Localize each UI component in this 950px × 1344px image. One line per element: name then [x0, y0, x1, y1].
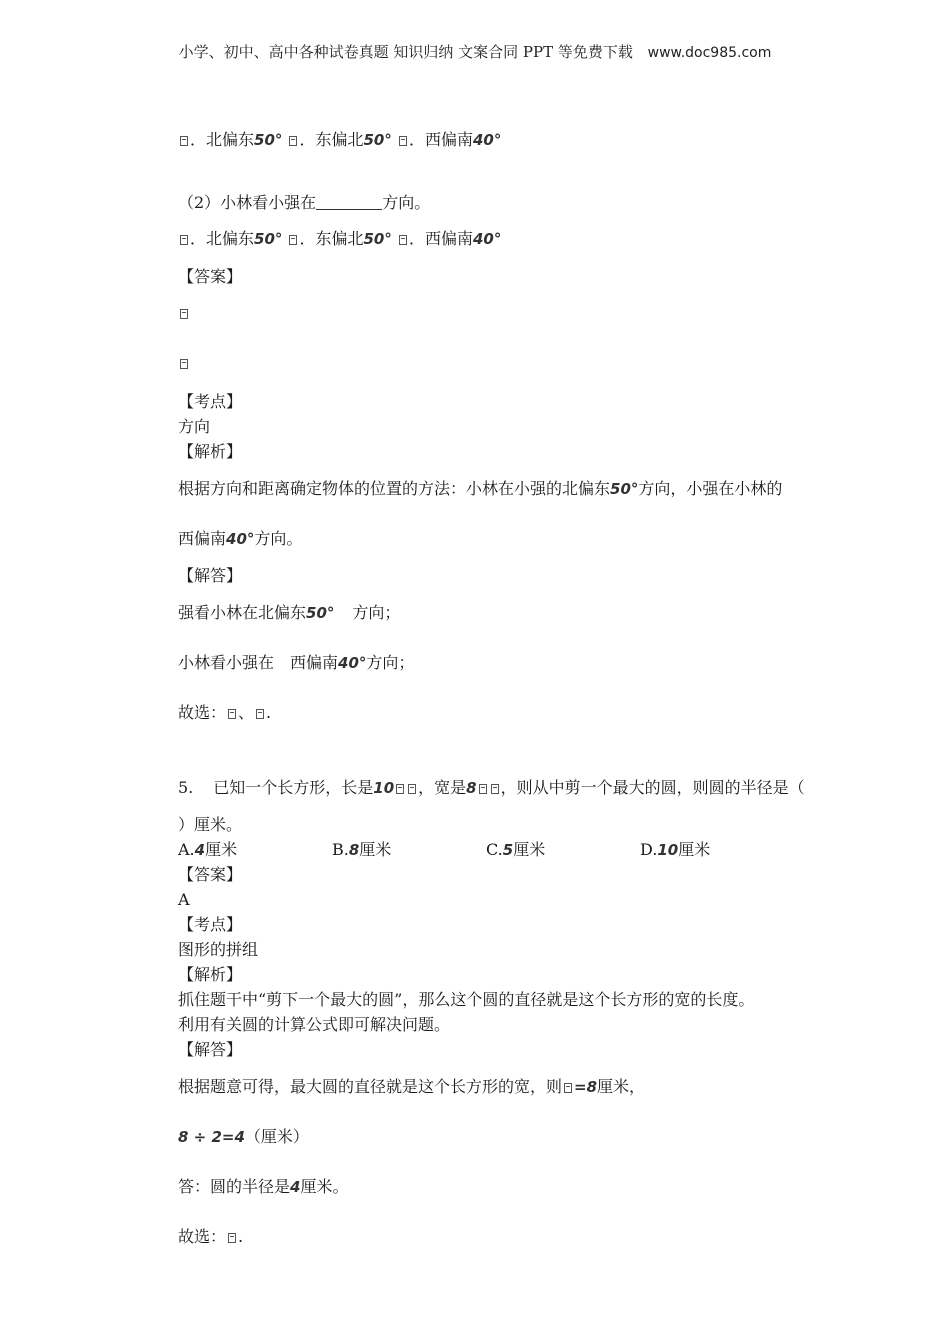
choose-line-2: 故选： . — [178, 1227, 244, 1246]
q5-analysis-heading: 【解析】 — [178, 965, 243, 984]
q5-analysis-line-2: 利用有关圆的计算公式即可解决问题。 — [178, 1015, 451, 1034]
missing-glyph-icon — [289, 136, 297, 146]
question-2: （2）小林看小强在 方向。 — [178, 193, 431, 212]
point-text: 方向 — [178, 417, 211, 436]
solution-line-1: 强看小林在北偏东50° 方向； — [178, 603, 401, 622]
analysis-heading: 【解析】 — [178, 442, 243, 461]
header-url[interactable]: www.doc985.com — [647, 45, 772, 61]
missing-glyph-icon — [399, 136, 407, 146]
solution-heading: 【解答】 — [178, 566, 243, 585]
missing-glyph-icon — [399, 235, 407, 245]
option-a: A.4厘米 — [178, 840, 238, 859]
question-5-line-2: ）厘米。 — [178, 815, 243, 834]
missing-glyph-icon — [408, 784, 416, 794]
q5-solution-heading: 【解答】 — [178, 1040, 243, 1059]
q5-solution-line-2: 8 ÷ 2=4（厘米） — [178, 1127, 309, 1146]
missing-glyph-icon — [256, 709, 264, 719]
q5-solution-line-3: 答：圆的半径是4厘米。 — [178, 1177, 349, 1196]
point-heading: 【考点】 — [178, 392, 243, 411]
q5-point-heading: 【考点】 — [178, 915, 243, 934]
analysis-line-1: 根据方向和距离确定物体的位置的方法：小林在小强的北偏东50°方向，小强在小林的 — [178, 479, 783, 498]
q5-analysis-line-1: 抓住题干中“剪下一个最大的圆”，那么这个圆的直径就是这个长方形的宽的长度。 — [178, 990, 755, 1009]
missing-glyph-icon — [396, 784, 404, 794]
answer-line-1 — [178, 303, 190, 323]
question-5-line-1: 5. 已知一个长方形，长是10 ，宽是8 ，则从中剪一个最大的圆，则圆的半径是（ — [178, 778, 805, 797]
missing-glyph-icon — [289, 235, 297, 245]
question-5-options — [178, 840, 794, 860]
q5-solution-line-1: 根据题意可得，最大圆的直径就是这个长方形的宽，则 =8厘米， — [178, 1077, 646, 1096]
answer-blank — [316, 195, 382, 210]
missing-glyph-icon — [479, 784, 487, 794]
choose-line-1: 故选： 、 . — [178, 703, 272, 722]
missing-glyph-icon — [228, 1233, 236, 1243]
missing-glyph-icon — [228, 709, 236, 719]
missing-glyph-icon — [564, 1083, 572, 1093]
analysis-line-2: 西偏南40°方向。 — [178, 529, 303, 548]
options-row-2: ．北偏东50° ．东偏北50° ．西偏南40° — [178, 229, 501, 249]
missing-glyph-icon — [180, 235, 188, 245]
answer-heading: 【答案】 — [178, 267, 243, 286]
option-c: C.5厘米 — [486, 840, 546, 859]
missing-glyph-icon — [180, 309, 188, 319]
q5-point-text: 图形的拼组 — [178, 940, 259, 959]
answer-line-2 — [178, 353, 190, 373]
q5-answer-heading: 【答案】 — [178, 865, 243, 884]
options-row-1: ．北偏东50° ．东偏北50° ．西偏南40° — [178, 130, 501, 150]
missing-glyph-icon — [491, 784, 499, 794]
header-title: 小学、初中、高中各种试卷真题 知识归纳 文案合同 PPT 等免费下载 — [178, 43, 633, 61]
option-d: D.10厘米 — [640, 840, 711, 859]
solution-line-2: 小林看小强在 西偏南40°方向； — [178, 653, 415, 672]
page-header — [0, 41, 950, 62]
q5-answer-text: A — [178, 890, 190, 909]
missing-glyph-icon — [180, 136, 188, 146]
missing-glyph-icon — [180, 359, 188, 369]
option-b: B.8厘米 — [332, 840, 392, 859]
